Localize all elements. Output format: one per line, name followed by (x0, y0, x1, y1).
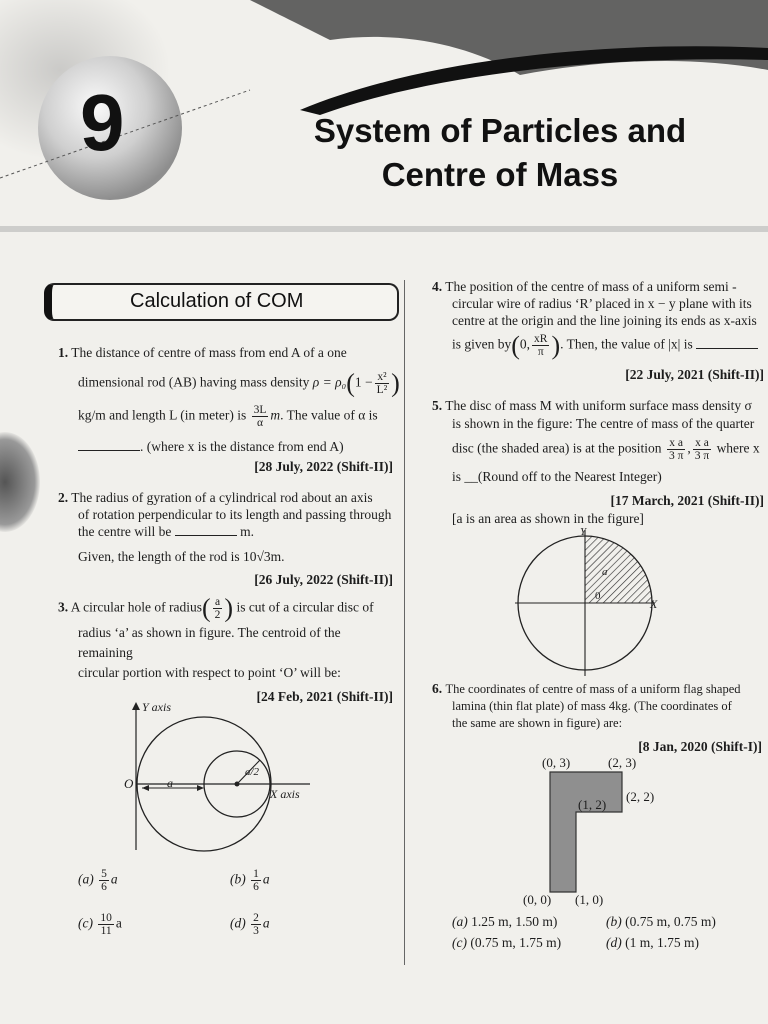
q3-opt-d-num: 2 (253, 912, 259, 924)
q6-label-22: (2, 2) (626, 789, 655, 804)
chapter-title-line1: System of Particles and (313, 112, 687, 149)
q6-option-b[interactable] (606, 912, 716, 932)
q4-text4b: . Then, the value of |x| is (560, 336, 693, 352)
q5-f1-num: x a (667, 437, 685, 450)
q3-opt-c-fraction (98, 912, 114, 937)
q3-opt-b-var: a (262, 871, 270, 887)
page-edge-shadow (0, 432, 40, 532)
q2-text3b: m. (240, 524, 254, 539)
question-2 (58, 489, 393, 588)
q1-ans-den: α (256, 417, 263, 429)
q1-text3: kg/m and length L (in meter) is (78, 407, 247, 423)
q5-f1-den: 3 π (668, 450, 684, 462)
q1-density-fraction (375, 371, 389, 396)
q3-opt-b-fraction (251, 868, 261, 893)
q3-figure (120, 700, 310, 855)
q6-text1: The coordinates of centre of mass of a uniform flag shaped (445, 682, 741, 696)
q2-text2: of rotation perpendicular to its length and passing through (78, 507, 392, 522)
q3-source: [24 Feb, 2021 (Shift-II)] (256, 689, 393, 704)
q6-opt-b-label: (b) (606, 914, 622, 929)
q1-frac-den: L² (376, 384, 388, 396)
q3-opt-d-fraction (251, 912, 261, 937)
chapter-title-line2: Centre of Mass (381, 156, 619, 193)
q3-text1b: is cut of a circular disc of (236, 599, 374, 615)
question-1: 1. The distance of centre of mass from end A of a one dimensional rod (AB) having mass density ρ = ρ₀(1 − $\frac{\text{x²}}{\text{L²}}$ ) kg/m and length L (in meter) is $\frac{3L}{\alpha}$ m. The value of α is . (where x is the distance from end A) [28 July, 2022 (Shift-II)] (58, 343, 393, 477)
q1-rho: ρ = ρ₀ (312, 374, 347, 390)
q3-frac-den: 2 (214, 609, 221, 621)
q3-text1a: A circular hole of radius (70, 599, 202, 615)
q5-y-label: Y (580, 526, 587, 538)
q5-source: [17 March, 2021 (Shift-II)] (610, 493, 764, 508)
q1-number: 1. (58, 345, 69, 360)
q4-number: 4. (432, 279, 443, 294)
q3-opt-b-label: (b) (230, 871, 246, 887)
q2-text3: the centre will be (78, 524, 172, 539)
q1-text4: . (where x is the distance from end A) (140, 439, 344, 454)
q6-option-a[interactable] (452, 912, 557, 932)
q4-blank[interactable] (696, 336, 758, 349)
q3-hole-fraction (213, 596, 223, 621)
q3-text2: radius ‘a’ as shown in figure. The centroid of the remaining (78, 625, 341, 660)
q5-x-label: X (650, 597, 658, 611)
q6-figure (548, 770, 628, 895)
q4-text3: centre at the origin and the line joining its ends as x-axis (452, 313, 757, 328)
q3-y-axis-label: Y axis (142, 700, 172, 714)
q6-label-03: (0, 3) (542, 755, 571, 770)
q6-opt-c-label: (c) (452, 935, 467, 950)
q4-text1: The position of the centre of mass of a uniform semi - (445, 279, 737, 294)
q3-x-axis-label: X axis (270, 787, 300, 801)
q5-figure (515, 528, 658, 678)
q3-option-a[interactable] (78, 868, 118, 893)
q4-frac-den: π (537, 346, 544, 358)
q2-text4: Given, the length of the rod is 10√3m. (78, 549, 285, 564)
q5-fraction-1 (667, 437, 685, 462)
chapter-number: 9 (80, 78, 125, 167)
q6-option-c[interactable] (452, 933, 561, 953)
q1-text1: The distance of centre of mass from end A of a one (71, 345, 347, 360)
q1-frac-num: x² (375, 371, 389, 384)
q4-text2: circular wire of radius ‘R’ placed in x − y plane with its (452, 296, 752, 311)
q3-opt-a-num: 5 (101, 868, 107, 880)
q2-text1: The radius of gyration of a cylindrical rod about an axis (71, 490, 373, 505)
q5-text2: is shown in the figure: The centre of mass of the quarter (452, 416, 755, 431)
q3-opt-a-label: (a) (78, 871, 94, 887)
q6-label-00: (0, 0) (523, 892, 552, 907)
q5-f2-num: x a (693, 437, 711, 450)
q6-text3: the same are shown in figure) are: (452, 716, 623, 730)
q6-opt-c-text: (0.75 m, 1.75 m) (470, 935, 562, 950)
q1-answer-fraction (252, 404, 269, 429)
q2-blank[interactable] (175, 523, 237, 536)
q1-ans-m: m (270, 407, 281, 423)
q5-fraction-2 (693, 437, 711, 462)
q5-note: [a is an area as shown in the figure] (452, 511, 644, 526)
q2-source: [26 July, 2022 (Shift-II)] (254, 572, 393, 587)
q1-text3b: . The value of α is (280, 407, 378, 423)
q3-opt-d-label: (d) (230, 915, 246, 931)
q3-opt-c-var: a (115, 915, 122, 931)
q3-opt-d-var: a (262, 915, 270, 931)
column-divider (404, 280, 405, 965)
q3-opt-d-den: 3 (253, 925, 259, 937)
q5-text1: The disc of mass M with uniform surface mass density σ (445, 398, 752, 413)
q3-number: 3. (58, 599, 69, 615)
q6-flag-lamina (550, 772, 622, 892)
q1-blank[interactable] (78, 438, 140, 451)
q3-text3: circular portion with respect to point ‘O’ will be: (78, 665, 341, 680)
q6-opt-b-text: (0.75 m, 0.75 m) (625, 914, 716, 929)
q3-a-label: a (167, 776, 173, 790)
q3-a-arrow-right-icon (197, 785, 204, 791)
question-4: 4. The position of the centre of mass of a uniform semi - circular wire of radius ‘R’ placed in x − y plane with its centre at the origin and the line joining its ends as x-axis is given by(0, $\frac{xR}{\pi}$ ). Then, the value of |x| is [22 July, 2021 (Shift-II)] (432, 279, 764, 382)
q3-origin-label: O (124, 776, 134, 791)
q5-a-label: a (602, 566, 608, 578)
q6-source: [8 Jan, 2020 (Shift-I)] (638, 739, 762, 754)
q4-text4a: is given by (452, 336, 512, 352)
q3-y-arrow-icon (132, 702, 140, 710)
q3-option-b[interactable] (230, 868, 270, 893)
q3-opt-c-den: 11 (100, 925, 112, 937)
q3-opt-c-num: 10 (100, 912, 112, 924)
question-3: 3. A circular hole of radius( $\frac{a}{2}$ ) is cut of a circular disc of radius ‘a’ as shown in figure. The centroid of the remaining circular portion with respect to point ‘O’ will be: [24 Feb, 2021 (Shift-II)] (58, 596, 393, 707)
q2-number: 2. (58, 490, 69, 505)
q5-o-label: 0 (595, 590, 601, 602)
q6-opt-d-text: (1 m, 1.75 m) (625, 935, 699, 950)
q4-fraction (532, 333, 549, 358)
q6-text2: lamina (thin flat plate) of mass 4kg. (The coordinates of (452, 699, 732, 713)
q6-option-d[interactable] (606, 933, 699, 953)
q6-opt-a-label: (a) (452, 914, 468, 929)
q3-opt-a-den: 6 (101, 881, 107, 893)
q6-label-12: (1, 2) (578, 797, 607, 812)
q1-text2: dimensional rod (AB) having mass density (78, 374, 310, 390)
q3-opt-b-den: 6 (253, 881, 259, 893)
q3-radius-label: a/2 (245, 766, 260, 778)
q3-opt-a-var: a (110, 871, 118, 887)
question-5: 5. The disc of mass M with uniform surface mass density σ is shown in the figure: The centre of mass of the quarter disc (the shaded area) is at the position $\frac{\text{x a}}{3 \pi}$ , $\frac{\text{x a}}{3 \pi}$ where x is __(Round off to the Nearest Integer) [17 March, 2021 (Shift-II)] [a is an area as shown in the figure] (432, 398, 764, 526)
q3-option-d[interactable] (230, 912, 270, 937)
q5-f2-den: 3 π (694, 450, 710, 462)
q6-label-23: (2, 3) (608, 755, 637, 770)
q6-opt-d-label: (d) (606, 935, 622, 950)
section-heading: Calculation of COM (130, 290, 304, 312)
q5-text4: is __(Round off to the Nearest Integer) (452, 469, 662, 484)
q3-opt-c-label: (c) (78, 915, 93, 931)
q3-option-c[interactable] (78, 912, 122, 937)
q5-number: 5. (432, 398, 443, 413)
q5-text3b: where x (716, 440, 760, 456)
question-6 (432, 680, 762, 755)
q1-ans-num: 3L (253, 404, 267, 416)
q1-source: [28 July, 2022 (Shift-II)] (254, 459, 393, 474)
q3-opt-a-fraction (99, 868, 109, 893)
q3-opt-b-num: 1 (253, 868, 259, 880)
q4-source: [22 July, 2021 (Shift-II)] (625, 367, 764, 382)
q6-number: 6. (432, 681, 443, 696)
q3-a-arrow-left-icon (142, 785, 149, 791)
q4-frac-num: xR (534, 333, 548, 345)
q3-frac-num: a (213, 596, 223, 609)
q6-label-10: (1, 0) (575, 892, 604, 907)
q1-one-minus: 1 − (354, 374, 373, 390)
q5-text3a: disc (the shaded area) is at the position (452, 440, 662, 456)
q6-opt-a-text: 1.25 m, 1.50 m) (471, 914, 558, 929)
q4-zero: 0, (519, 336, 531, 352)
